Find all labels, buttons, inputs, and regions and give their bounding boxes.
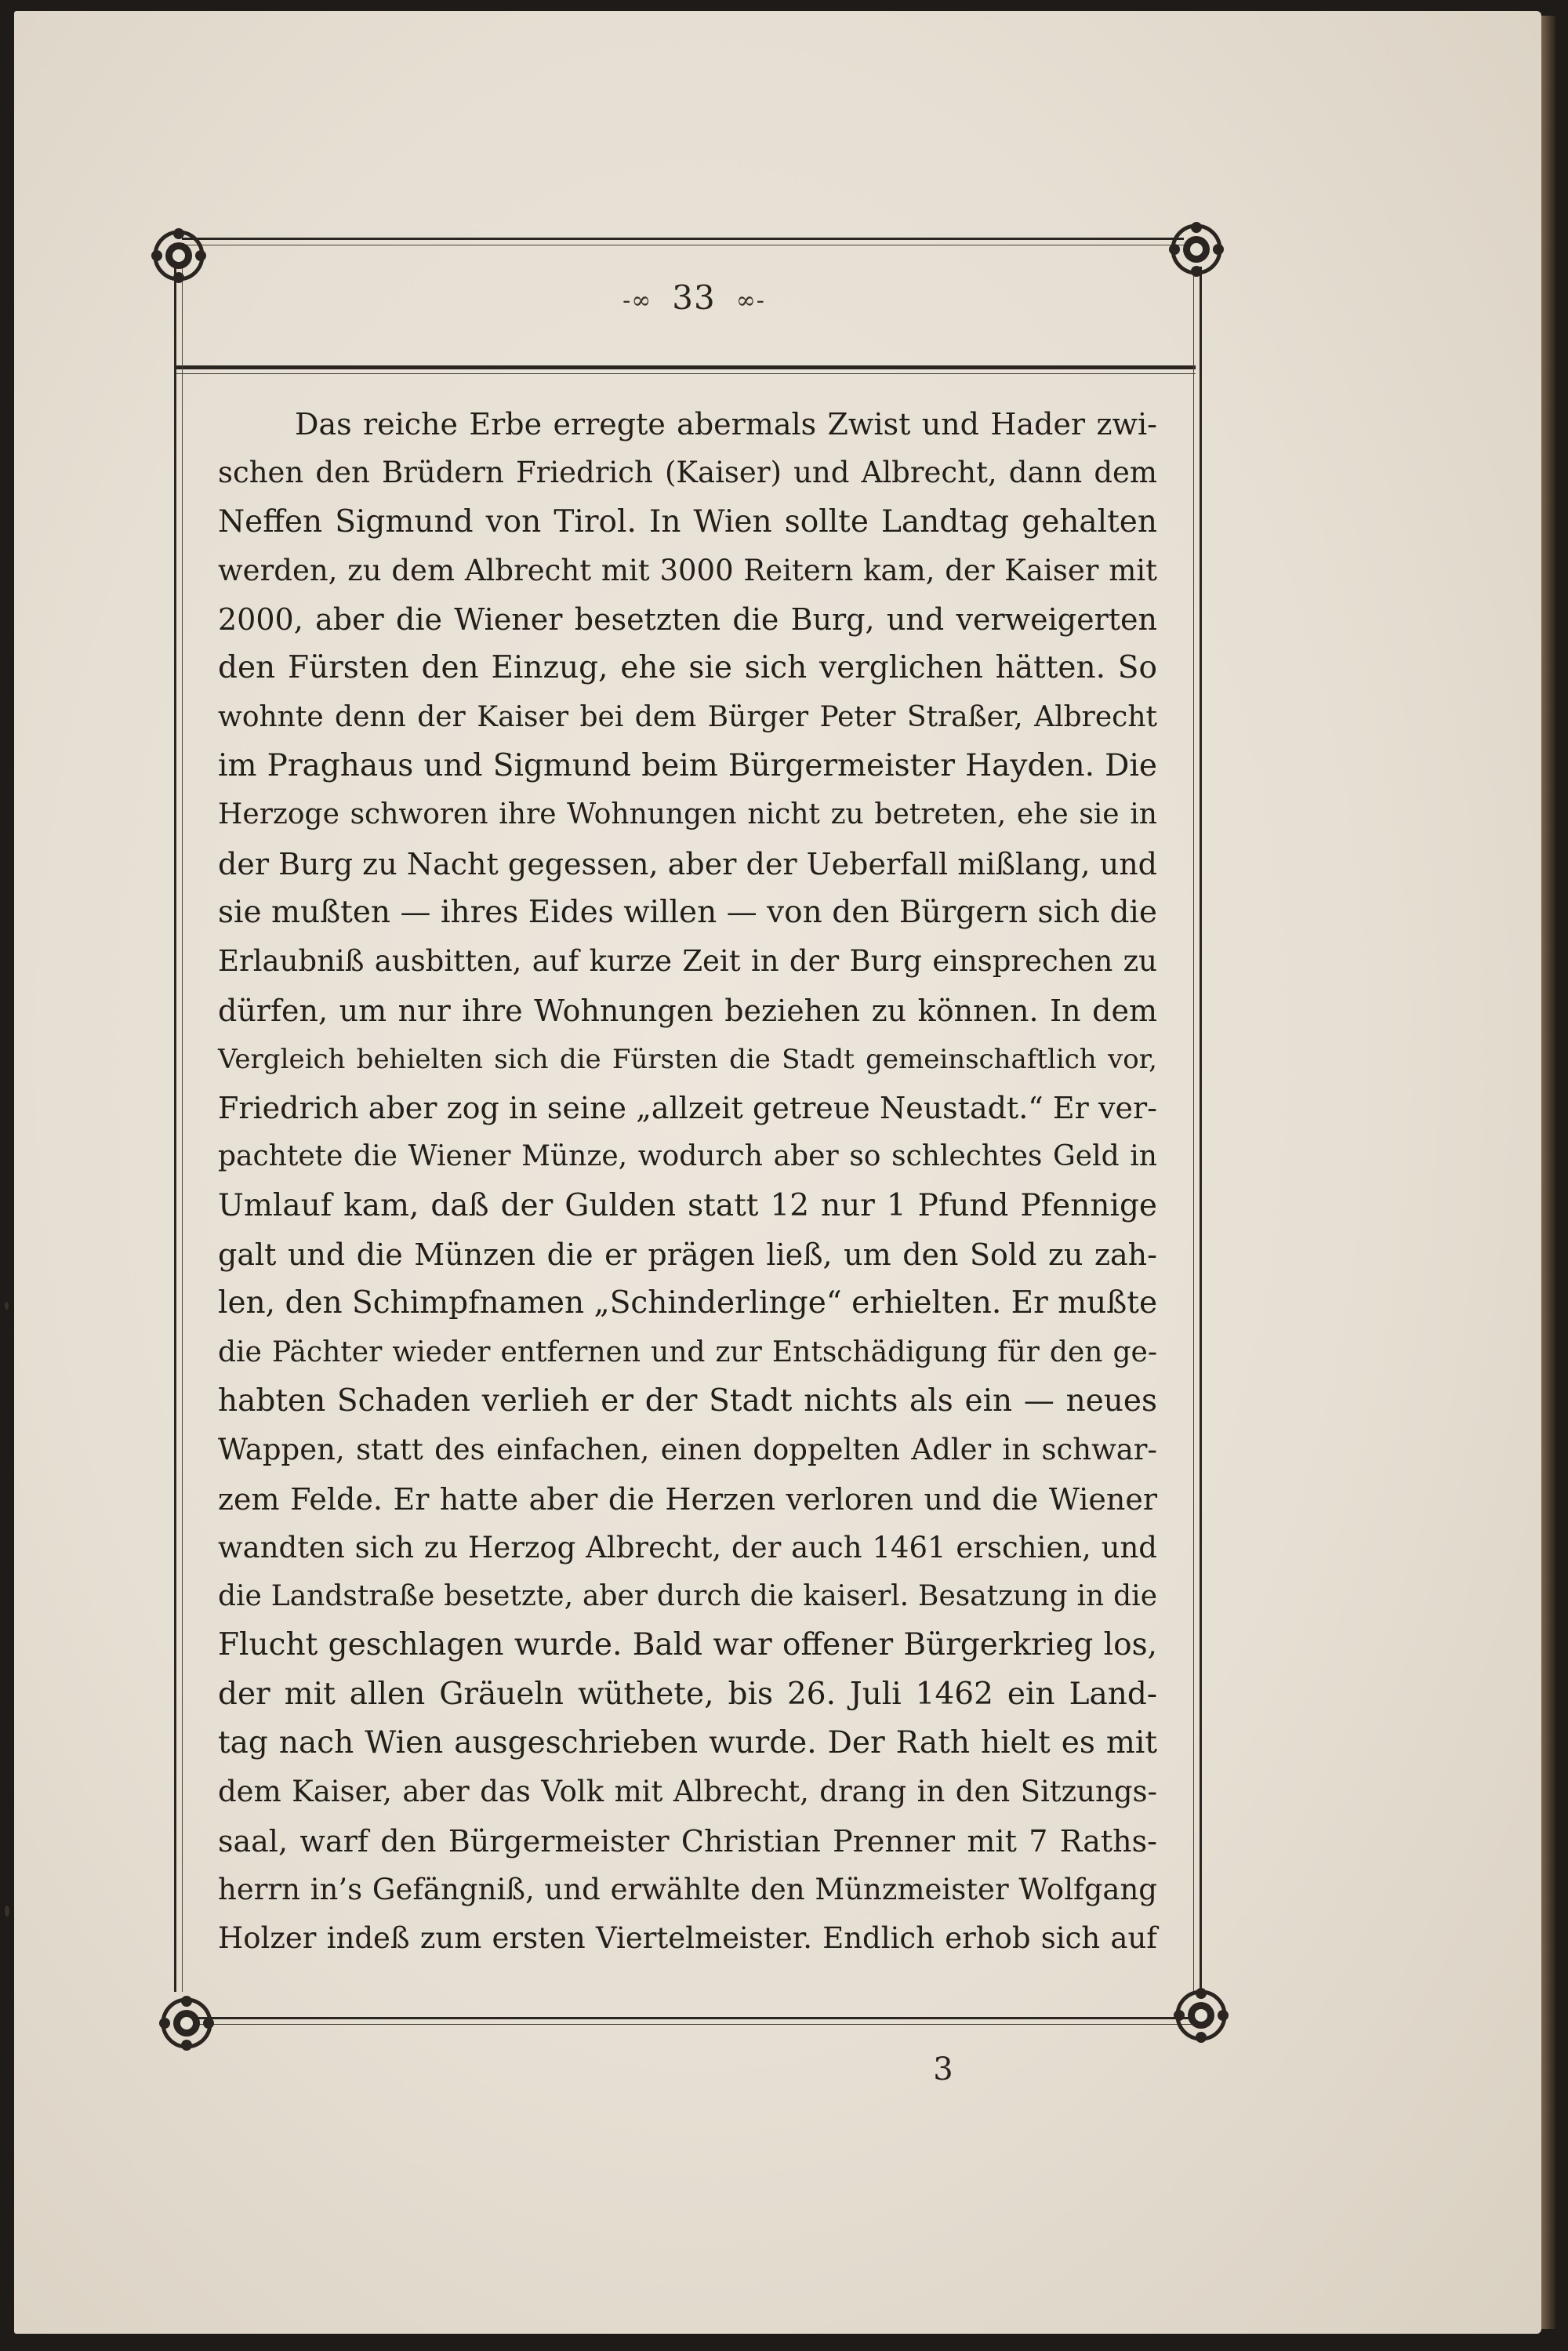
rosette-icon xyxy=(146,223,212,289)
text-line: der mit allen Gräueln wüthete, bis 26. Juli 1462 ein Land- xyxy=(218,1676,1157,1712)
text-line: zem Felde. Er hatte aber die Herzen verloren und die Wiener xyxy=(218,1481,1157,1517)
signature-mark: 3 xyxy=(933,2051,953,2088)
text-line: saal, warf den Bürgermeister Christian Prenner mit 7 Raths- xyxy=(218,1823,1157,1859)
text-line: Vergleich behielten sich die Fürsten die Stadt gemeinschaftlich vor, xyxy=(218,1043,1157,1075)
scroll-flourish-icon: -∞ xyxy=(622,286,652,314)
frame-left-inner-rule xyxy=(182,267,183,1992)
text-line: dem Kaiser, aber das Volk mit Albrecht, drang in den Sitzungs- xyxy=(218,1775,1157,1809)
text-line: tag nach Wien ausgeschrieben wurde. Der Rath hielt es mit xyxy=(218,1725,1157,1761)
header-separator-rule xyxy=(176,365,1196,369)
rosette-icon xyxy=(154,1990,220,2056)
frame-bottom-inner-rule xyxy=(190,2024,1192,2025)
rosette-icon xyxy=(1168,1982,1234,2048)
text-line: Holzer indeß zum ersten Viertelmeister. Endlich erhob sich auf xyxy=(218,1921,1157,1956)
scan-blemish xyxy=(5,1906,9,1917)
text-line: Erlaubniß ausbitten, auf kurze Zeit in der Burg einsprechen zu xyxy=(218,944,1157,979)
scroll-flourish-icon: ∞- xyxy=(735,286,765,314)
text-line: die Landstraße besetzte, aber durch die kaiserl. Besatzung in die xyxy=(218,1580,1157,1613)
text-line: schen den Brüdern Friedrich (Kaiser) und Albrecht, dann dem xyxy=(218,456,1157,490)
text-line: len, den Schimpfnamen „Schinderlinge“ erhielten. Er mußte xyxy=(218,1285,1158,1321)
body-text xyxy=(218,400,1157,1964)
scan-blemish xyxy=(5,1302,9,1310)
text-line: werden, zu dem Albrecht mit 3000 Reitern kam, der Kaiser mit xyxy=(218,553,1157,587)
text-line: Neffen Sigmund von Tirol. In Wien sollte Landtag gehalten xyxy=(218,503,1157,540)
text-line: den Fürsten den Einzug, ehe sie sich verglichen hätten. So xyxy=(218,650,1157,686)
text-line: sie mußten — ihres Eides willen — von den Bürgern sich die xyxy=(218,894,1157,930)
text-line: galt und die Münzen die er prägen ließ, um den Sold zu zah- xyxy=(218,1237,1157,1273)
text-line: pachtete die Wiener Münze, wodurch aber so schlechtes Geld in xyxy=(218,1140,1157,1173)
text-line: habten Schaden verlieh er der Stadt nichts als ein — neues xyxy=(218,1383,1157,1419)
text-line: Friedrich aber zog in seine „allzeit getreue Neustadt.“ Er ver- xyxy=(218,1091,1157,1126)
text-line: Herzoge schworen ihre Wohnungen nicht zu betreten, ehe sie in xyxy=(218,798,1157,831)
text-line: der Burg zu Nacht gegessen, aber der Ueberfall mißlang, und xyxy=(218,846,1157,881)
text-line: herrn in’s Gefängniß, und erwählte den Münzmeister Wolfgang xyxy=(218,1872,1157,1906)
frame-left-rule xyxy=(174,267,176,1992)
frame-right-rule xyxy=(1200,267,1202,1992)
text-line: dürfen, um nur ihre Wohnungen beziehen zu können. In dem xyxy=(218,993,1157,1028)
text-line: wohnte denn der Kaiser bei dem Bürger Peter Straßer, Albrecht xyxy=(218,700,1157,733)
text-line: wandten sich zu Herzog Albrecht, der auch 1461 erschien, und xyxy=(218,1530,1157,1564)
text-line: Flucht geschlagen wurde. Bald war offener Bürgerkrieg los, xyxy=(218,1627,1157,1663)
text-line: Das reiche Erbe erregte abermals Zwist und Hader zwi- xyxy=(295,407,1157,441)
text-line: Wappen, statt des einfachen, einen doppelten Adler in schwar- xyxy=(218,1433,1157,1467)
text-line: Umlauf kam, daß der Gulden statt 12 nur 1 Pfund Pfennige xyxy=(218,1187,1157,1223)
frame-right-inner-rule xyxy=(1193,267,1194,1992)
text-line: im Praghaus und Sigmund beim Bürgermeister Hayden. Die xyxy=(218,748,1157,784)
text-line: die Pächter wieder entfernen und zur Entschädigung für den ge- xyxy=(218,1335,1157,1368)
rosette-icon xyxy=(1163,216,1229,282)
running-head xyxy=(549,278,839,317)
header-separator-thin-rule xyxy=(176,373,1196,374)
frame-bottom-rule xyxy=(190,2017,1192,2019)
text-line: 2000, aber die Wiener besetzten die Burg, und verweigerten xyxy=(218,602,1157,638)
frame-top-rule xyxy=(182,238,1184,240)
page-number: 33 xyxy=(672,278,716,317)
